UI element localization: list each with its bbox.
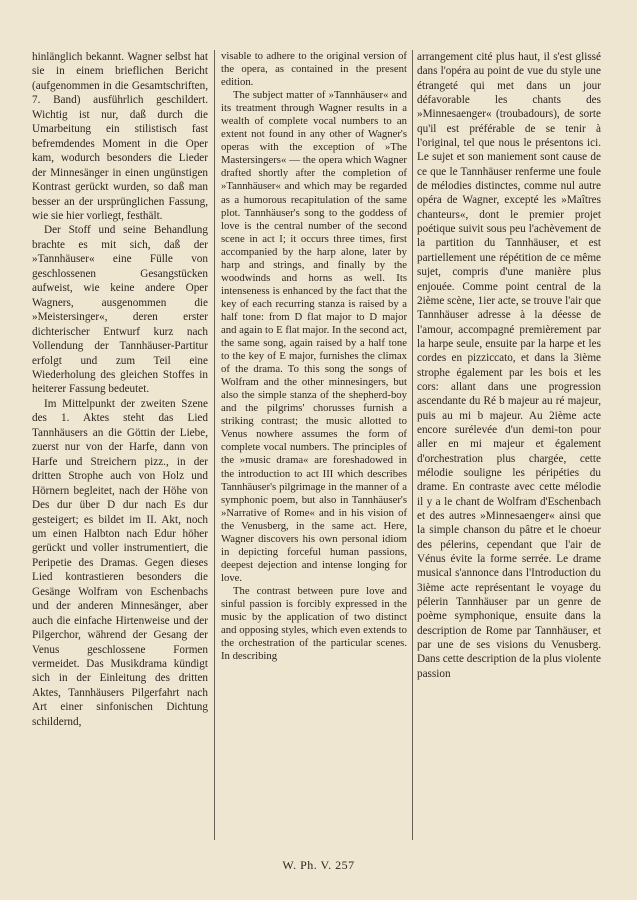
french-paragraph-1: arrangement cité plus haut, il s'est glissé dans l'opéra au point de vue du style une étrangeté qui met dans un jour défavorable les chants des »Minnesaenger« (troubadours), de sorte qu'il est préférable de se tenir à l'original, tel que nous le présentons ici. Le sujet et son maniement sont cause de ce que le Tannhäuser renferme une foule de mélodies distinctes, comme nul autre opéra de Wagner, excepté les »Maîtres chanteurs«, dont le premier projet poétique suivit sous peu l'achèvement de la partition du Tannhäuser, et est partiellement une répétition de ce même sujet, compris d'une manière plus enjouée. Comme point central de la 2ième scène, 1ier acte, se trouve l'air que Tannhäuser adresse à la déesse de l'amour, accompagné premièrement par la harpe seule, ensuite par la harpe et les cordes en pizziccato, et dans la 3ième strophe également par les bois et les cors: allant dans une progression ascendante du Ré b majeur au ré majeur, puis au mi b majeur. Au 2ième acte encore surélevée d'un demi-ton pour aller en mi majeur et également d'orchestration plus chargée, cette mélodie souligne les péripéties du drame. En contraste avec cette mélodie il y a le chant de Wolfram d'Eschenbach et des autres »Minnesaenger« ainsi que la simple chanson du pâtre et le choeur des pélerins, cependant que l'air de Vénus évite la forme serrée. Le drame musical s'annonce dans l'Introduction du 3ième acte représentant le voyage du pélerin Tannhäuser par un genre de poème symphonique, ensuite dans la description de Rome par Tannhäuser, et par une de ses visions du Venusberg. Dans cette description de la plus violente passion — [417, 51, 601, 680]
page-footer: W. Ph. V. 257 — [282, 858, 355, 872]
german-column — [32, 50, 208, 729]
german-paragraph-3: Im Mittelpunkt der zweiten Szene des 1. Aktes steht das Lied Tannhäusers an die Göttin der Liebe, zuerst nur von der Harfe, dann von Harfe und Streichern pizz., in der dritten Strophe auch von Holz und Hörnern begleitet, nach der Höhe von Des dur über D dur nach Es dur gesteigert; es bildet im II. Akt, noch um einen Halbton nach Edur höher gerückt und voller instrumentiert, die Peripetie des Dramas. Gegen dieses Lied kontrastieren besonders die Gesänge Wolfram von Eschenbachs und der anderen Minnesänger, aber auch die einfache Hirtenweise und der Pilgerchor, während der Gesang der Venus geschlossene Formen vermeidet. Das Musikdrama kündigt sich in der Einleitung des dritten Aktes, Tannhäusers Pilgerfahrt nach Art einer sinfonischen Dichtung schildernd, — [32, 397, 208, 728]
english-column — [221, 50, 407, 663]
column-divider-1 — [214, 50, 215, 840]
english-paragraph-2: The subject matter of »Tannhäuser« and its treatment through Wagner results in a wealth of complete vocal numbers to an extent not found in any other of Wagner's operas with the exception of »The Mastersingers« — the opera which Wagner drafted shortly after the completion of »Tannhäuser« and which may be regarded as a humorous recapitulation of the same plot. Tannhäuser's song to the goddess of love is the central number of the second scene in act I; it occurs three times, first accompanied by the harp alone, later by harp and strings, and finally by the woodwinds and horns as well. Its intenseness is enhanced by the fact that the key of each recurring stanza is raised by a half tone: from D flat major to D major and again to E flat major. In the second act, the same song, again raised by a half tone to the key of E major, furnishes the climax of the drama. To this song the songs of Wolfram and the other minnesingers, but also the simple stanza of the shepherd-boy and the pilgrims' chorusses furnish a striking contrast; the music allotted to Venus nowhere assumes the form of complete vocal numbers. The principles of the »music drama« are foreshadowed in the introduction to act III which describes Tannhäuser's pilgrimage in the manner of a symphonic poem, but also in Tannhäuser's »Narrative of Rome« and in his vision of the Venusberg, in the same act. Here, Wagner discovers his own personal idiom in depicting forceful human passions, deepest dejection and intense longing for love. — [221, 89, 407, 584]
german-paragraph-2: Der Stoff und seine Behandlung brachte es mit sich, daß der »Tannhäuser« eine Fülle von geschlossenen Gesangstücken aufweist, wie keine andere Oper Wagners, ausgenommen die »Meistersinger«, deren erster dichterischer Entwurf kurz nach Vollendung der Tannhäuser-Partitur erfolgt und zum Teil eine Wiederholung des gleichen Stoffes in heiterer Fassung bedeutet. — [32, 224, 208, 396]
french-column — [417, 50, 601, 681]
column-divider-2 — [412, 50, 413, 840]
english-paragraph-3: The contrast between pure love and sinful passion is forcibly expressed in the music by the application of two distinct and opposing styles, which even extends to the orchestration of the particular scenes. In describing — [221, 584, 407, 663]
german-paragraph-1: hinlänglich bekannt. Wagner selbst hat sie in einem brieflichen Bericht (aufgenommen in die Gesamtschriften, 7. Band) ausführlich geschildert. Wichtig ist nur, daß durch die Umarbeitung ein stilistisch fast befremdendes Moment in die Oper kam, wodurch besonders die Lieder der Minnesänger in einen ungünstigen Kontrast gerückt wurden, so daß man besser an der ursprünglichen Fassung, wie sie hier vorliegt, festhält. — [32, 51, 208, 222]
english-paragraph-1: visable to adhere to the original version of the opera, as contained in the present edition. — [221, 50, 407, 89]
